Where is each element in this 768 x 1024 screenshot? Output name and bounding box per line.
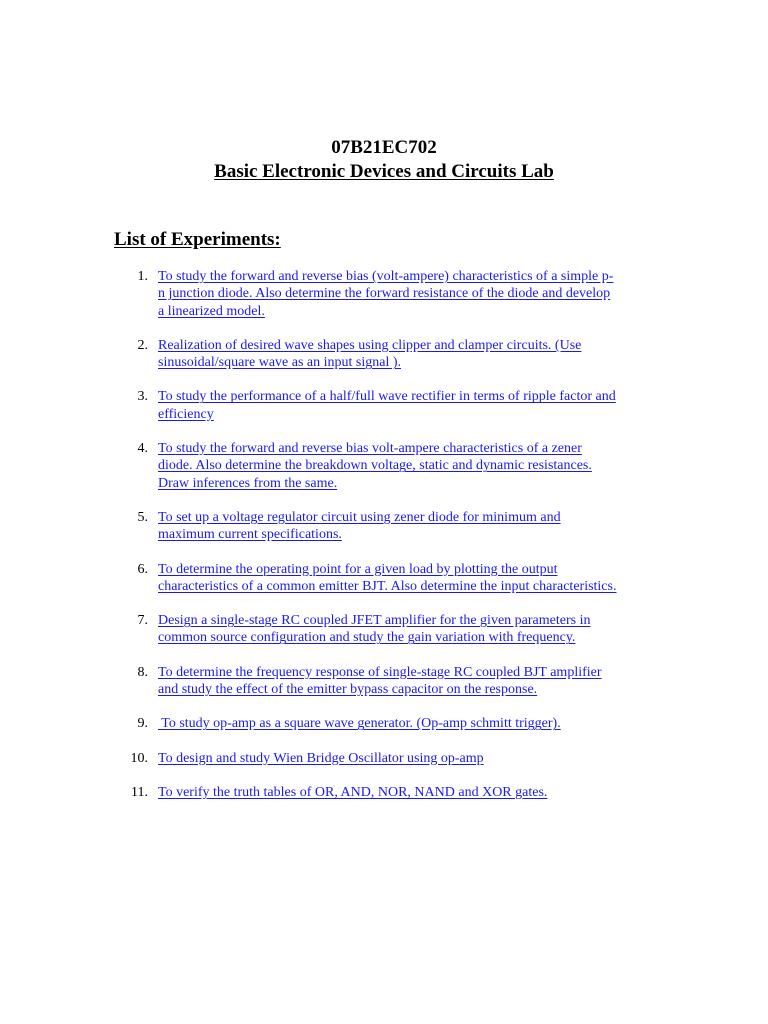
experiment-link[interactable] (158, 509, 658, 544)
experiment-link[interactable] (158, 612, 658, 647)
experiment-number: 1. (137, 269, 148, 284)
experiment-link[interactable] (158, 268, 658, 320)
experiment-line: diode. Also determine the breakdown voltage, static and dynamic resistances. (158, 458, 592, 474)
experiment-list (0, 268, 768, 818)
list-item (0, 388, 768, 423)
list-item (0, 440, 768, 492)
list-item (0, 750, 768, 767)
list-item (0, 612, 768, 647)
experiment-line: To determine the frequency response of single-stage RC coupled BJT amplifier (158, 664, 602, 680)
course-code: 07B21EC702 (331, 137, 437, 158)
experiment-line: n junction diode. Also determine the forward resistance of the diode and develop (158, 286, 611, 302)
experiment-line: Draw inferences from the same. (158, 475, 338, 491)
experiment-number: 7. (137, 613, 148, 629)
experiment-link[interactable] (158, 561, 658, 596)
experiment-number: 4. (137, 441, 148, 457)
experiment-line: To set up a voltage regulator circuit using zener diode for minimum and (158, 509, 561, 525)
experiment-line: To study the forward and reverse bias volt-ampere characteristics of a zener (158, 441, 582, 457)
experiment-line: To study op-amp as a square wave generator. (Op-amp schmitt trigger). (158, 716, 561, 732)
experiment-line: maximum current specifications. (158, 527, 342, 543)
experiment-link[interactable] (158, 337, 658, 372)
experiment-number: 9. (137, 716, 148, 732)
experiment-link[interactable] (158, 388, 658, 423)
experiment-line: sinusoidal/square wave as an input signal ). (158, 355, 402, 371)
experiment-link[interactable] (158, 715, 658, 732)
experiment-number: 11. (131, 784, 148, 800)
experiment-link[interactable] (158, 440, 658, 492)
list-item (0, 561, 768, 596)
list-item (0, 337, 768, 372)
experiment-line: Design a single-stage RC coupled JFET amplifier for the given parameters in (158, 613, 591, 629)
experiment-line: efficiency (158, 406, 214, 422)
experiment-number: 8. (137, 664, 148, 680)
experiment-number: 5. (137, 509, 148, 525)
experiment-link[interactable] (158, 784, 658, 801)
list-item (0, 715, 768, 732)
experiment-line: a linearized model. (158, 303, 265, 319)
list-item (0, 784, 768, 801)
experiment-line: To determine the operating point for a given load by plotting the output (158, 561, 558, 577)
course-title: Basic Electronic Devices and Circuits Lab (214, 161, 554, 182)
section-heading: List of Experiments: (114, 229, 281, 250)
list-item (0, 268, 768, 320)
experiment-line: characteristics of a common emitter BJT. Also determine the input characteristics. (158, 578, 617, 594)
experiment-number: 2. (137, 337, 148, 353)
experiment-number: 3. (137, 389, 148, 405)
experiment-line: To verify the truth tables of OR, AND, NOR, NAND and XOR gates. (158, 784, 548, 800)
experiment-number: 10. (130, 750, 148, 766)
list-item (0, 509, 768, 544)
experiment-link[interactable] (158, 750, 658, 767)
experiment-line: To study the performance of a half/full wave rectifier in terms of ripple factor and (158, 389, 616, 405)
experiment-link[interactable] (158, 664, 658, 699)
experiment-number: 6. (137, 561, 148, 577)
experiment-line: Realization of desired wave shapes using clipper and clamper circuits. (Use (158, 337, 582, 353)
experiment-line: common source configuration and study the gain variation with frequency. (158, 630, 576, 646)
experiment-line: To design and study Wien Bridge Oscillator using op-amp (158, 750, 484, 766)
list-item (0, 664, 768, 699)
experiment-line: To study the forward and reverse bias (volt-ampere) characteristics of a simple p- (158, 269, 614, 284)
experiment-line: and study the effect of the emitter bypass capacitor on the response. (158, 682, 538, 698)
